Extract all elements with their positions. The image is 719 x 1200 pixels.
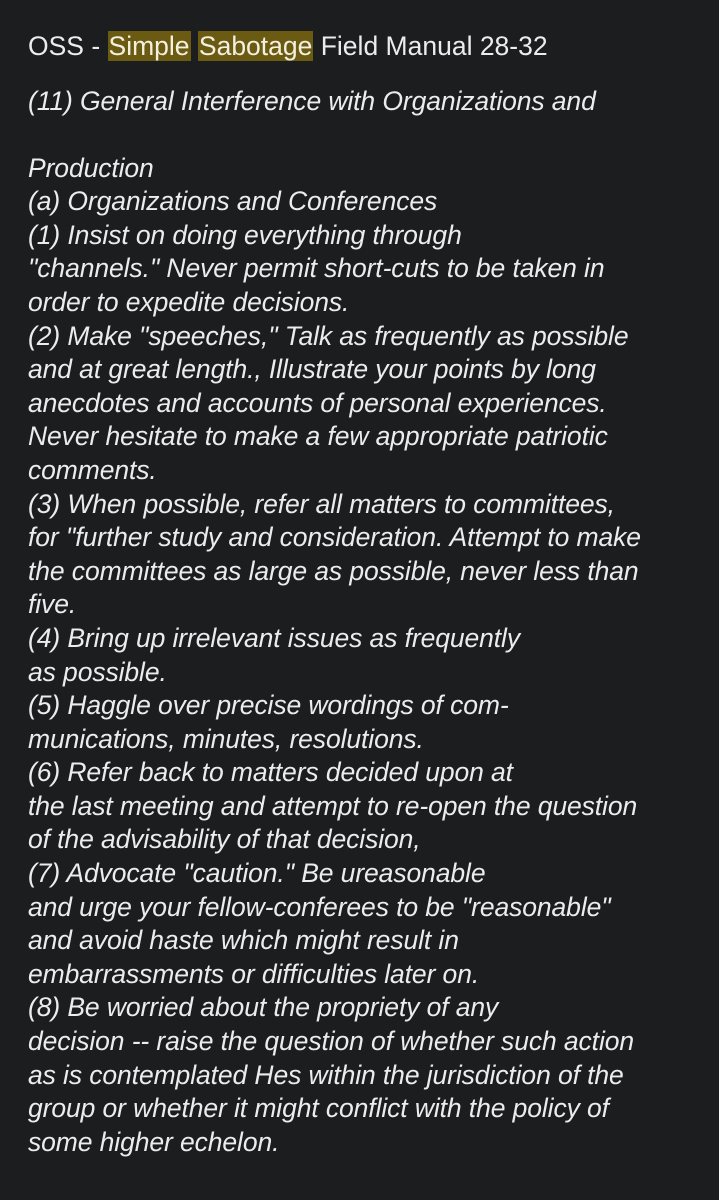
title-suffix: Field Manual 28-32 (313, 31, 548, 61)
title-prefix: OSS - (28, 31, 108, 61)
text-line: and at great length., Illustrate your points by long (28, 354, 596, 385)
text-line: and avoid haste which might result in (28, 925, 459, 956)
text-line: and urge your fellow-conferees to be "reasonable" (28, 891, 611, 922)
section-heading-continued: Production (28, 152, 154, 183)
text-line: Never hesitate to make a few appropriate patriotic (28, 421, 608, 452)
subsection-heading: (a) Organizations and Conferences (28, 186, 438, 217)
text-line: order to expedite decisions. (28, 286, 350, 317)
text-line: munications, minutes, resolutions. (28, 723, 424, 754)
text-line: "channels." Never permit short-cuts to be taken in (28, 253, 605, 284)
text-line: five. (28, 589, 77, 620)
text-line: as is contemplated Hes within the jurisdiction of the (28, 1059, 624, 1090)
text-line: decision -- raise the question of whether such action (28, 1026, 635, 1057)
text-line: some higher echelon. (28, 1126, 280, 1157)
search-highlight: Sabotage (198, 31, 313, 61)
section-heading: (11) General Interference with Organizations and (28, 86, 596, 116)
manual-text (28, 85, 699, 1159)
text-line: the committees as large as possible, never less than (28, 555, 639, 586)
text-line: (5) Haggle over precise wordings of com- (28, 690, 509, 721)
text-line: (3) When possible, refer all matters to committees, (28, 488, 615, 519)
text-line: as possible. (28, 656, 167, 687)
text-line: the last meeting and attempt to re-open the question (28, 790, 638, 821)
search-highlight: Simple (108, 31, 190, 61)
text-line: (2) Make "speeches," Talk as frequently as possible (28, 320, 629, 351)
text-line: (7) Advocate "caution." Be ureasonable (28, 858, 486, 889)
text-line: of the advisability of that decision, (28, 824, 421, 855)
text-line: (4) Bring up irrelevant issues as frequently (28, 622, 520, 653)
text-line: (8) Be worried about the propriety of any (28, 992, 499, 1023)
document-title (28, 26, 699, 66)
text-line: (1) Insist on doing everything through (28, 219, 462, 250)
text-line: anecdotes and accounts of personal experiences. (28, 387, 607, 418)
text-line: comments. (28, 454, 157, 485)
blank-line (28, 119, 699, 152)
text-line: for "further study and consideration. Attempt to make (28, 522, 641, 553)
text-line: (6) Refer back to matters decided upon at (28, 757, 513, 788)
text-line: group or whether it might conflict with the policy of (28, 1093, 609, 1124)
text-line: embarrassments or difficulties later on. (28, 958, 480, 989)
